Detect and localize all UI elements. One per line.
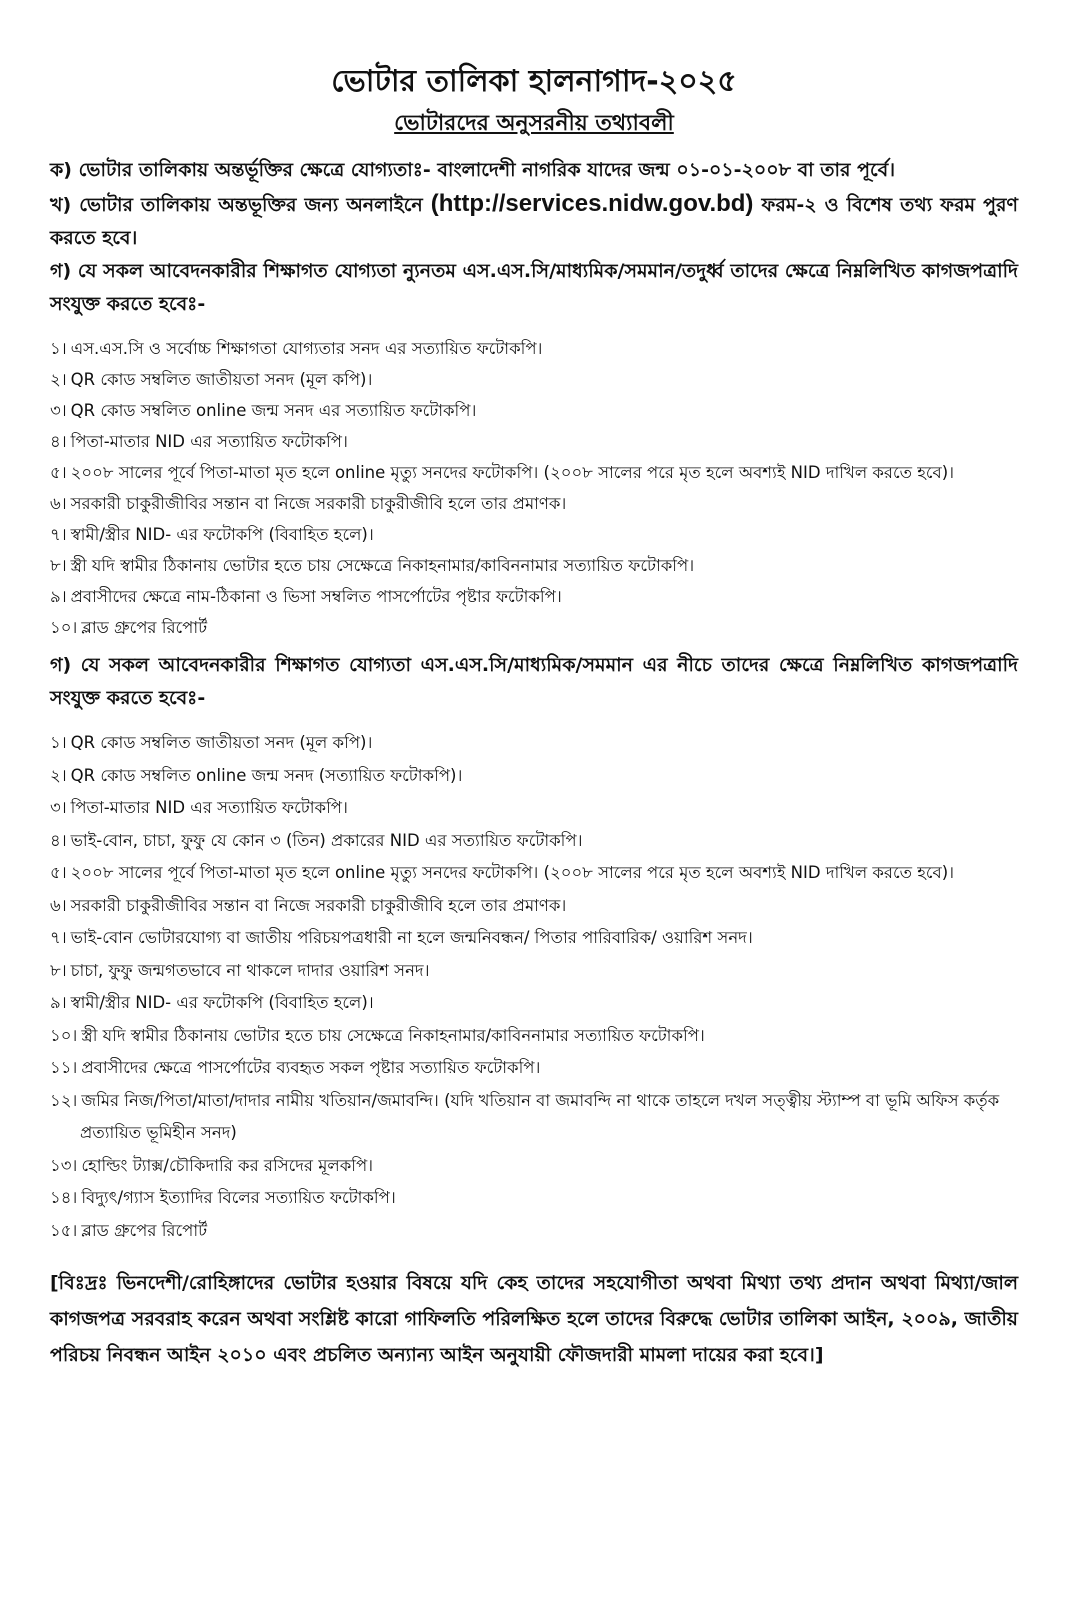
list-item-number: ৭। [50,928,67,947]
page-title: ভোটার তালিকা হালনাগাদ-২০২৫ [331,64,737,99]
list-item [50,987,1018,1020]
page-subtitle: ভোটারদের অনুসরনীয় তথ্যাবলী [394,111,674,136]
list-item-number: ৩। [50,798,67,817]
list-item-text: চাচা, ফুফু জন্মগতভাবে না থাকলে দাদার ওয়ারিশ সনদ। [70,960,430,980]
list-item-number: ৯। [50,587,67,606]
section-ka: ক) ভোটার তালিকায় অন্তর্ভূক্তির ক্ষেত্রে যোগ্যতাঃ- বাংলাদেশী নাগরিক যাদের জন্ম ০১-০১-২০০৮ বা তার পূর্বে। [50,159,895,181]
list-item [50,955,1018,988]
list-item [50,1052,1018,1085]
list-item-number: ১১। [50,1058,78,1077]
list-item-text: ২০০৮ সালের পূর্বে পিতা-মাতা মৃত হলে online মৃত্যু সনদের ফটোকপি। (২০০৮ সালের পরে মৃত হলে অবশ্যই NID দাখিল করতে হবে)। [70,463,955,482]
list-item-number: ২। [50,765,67,785]
list-item-number: ১। [50,733,67,752]
list-item-number: ৫। [50,863,67,882]
list-item-text: সরকারী চাকুরীজীবির সন্তান বা নিজে সরকারী চাকুরীজীবি হলে তার প্রমাণক। [70,895,567,915]
list-item [50,612,1018,643]
list-item-text: স্বামী/স্ত্রীর NID- এর ফটোকপি (বিবাহিত হলে)। [70,525,374,544]
list-item-number: ১২। [50,1090,78,1110]
list-item-number: ৮। [50,960,67,980]
list-item-number: ৬। [50,494,67,513]
section-kha-text: খ) ভোটার তালিকায় অন্তভূক্তির জন্য অনলাইনে [50,194,431,216]
list-item-text: QR কোড সম্বলিত জাতীয়তা সনদ (মূল কপি)। [70,733,373,752]
list-item-text: ২০০৮ সালের পূর্বে পিতা-মাতা মৃত হলে online মৃত্যু সনদের ফটোকপি। (২০০৮ সালের পরে মৃত হলে অবশ্যই NID দাখিল করতে হবে)। [70,863,955,882]
list-item-text: পিতা-মাতার NID এর সত্যায়িত ফটোকপি। [70,798,348,817]
list-item-number: ১০। [50,618,78,637]
documents-list-ssc-above [50,333,1018,643]
list-item-text: এস.এস.সি ও সর্বোচ্চ শিক্ষাগতা যোগ্যতার সনদ এর সত্যায়িত ফটোকপি। [70,339,543,358]
list-item [50,1020,1018,1053]
warning-note: [বিঃদ্রঃ ভিনদেশী/রোহিঙ্গাদের ভোটার হওয়ার বিষয়ে যদি কেহ তাদের সহযোগীতা অথবা মিথ্যা তথ্য প্রদান অথবা মিথ্যা/জাল কাগজপত্র সরবরাহ করেন অথবা সংশ্লিষ্ট কারো গাফিলতি পরিলক্ষিত হলে তাদের বিরুদ্ধে ভোটার তালিকা আইন, ২০০৯, জাতীয় পরিচয় নিবন্ধন আইন ২০১০ এবং প্রচলিত অন্যান্য আইন অনুযায়ী ফৌজদারী মামলা দায়ের করা হবে।] [50,1272,1018,1366]
list-item-text: ব্লাড গ্রুপের রিপোর্ট [81,618,208,637]
list-item-text: ব্লাড গ্রুপের রিপোর্ট [81,1220,208,1240]
section-ga-ssc-above: গ) যে সকল আবেদনকারীর শিক্ষাগত যোগ্যতা ন্যুনতম এস.এস.সি/মাধ্যমিক/সমমান/তদুর্ধ্ব তাদের ক্ষেত্রে নিম্নলিখিত কাগজপত্রাদি সংযুক্ত করতে হবেঃ- [50,260,1018,315]
list-item-text: QR কোড সম্বলিত online জন্ম সনদ (সত্যায়িত ফটোকপি)। [70,765,463,785]
section-ga-below-ssc: গ) যে সকল আবেদনকারীর শিক্ষাগত যোগ্যতা এস.এস.সি/মাধ্যমিক/সমমান এর নীচে তাদের ক্ষেত্রে নিম্নলিখিত কাগজপত্রাদি সংযুক্ত করতে হবেঃ- [50,654,1018,709]
list-item-number: ৫। [50,463,67,482]
list-item-text: প্রবাসীদের ক্ষেত্রে নাম-ঠিকানা ও ভিসা সম্বলিত পাসর্পোটের পৃষ্টার ফটোকপি। [70,587,562,606]
list-item [50,550,1018,581]
list-item-text: QR কোড সম্বলিত জাতীয়তা সনদ (মূল কপি)। [70,370,373,389]
list-item [50,760,1018,793]
list-item [50,519,1018,550]
list-item-number: ১০। [50,1025,78,1045]
list-item [50,364,1018,395]
nid-service-link[interactable]: (http://services.nidw.gov.bd) [430,190,754,217]
list-item-text: স্ত্রী যদি স্বামীর ঠিকানায় ভোটার হতে চায় সেক্ষেত্রে নিকাহনামার/কাবিননামার সত্যায়িত ফটোকপি। [70,556,695,575]
list-item [50,792,1018,825]
list-item [50,922,1018,955]
list-item-number: ১৩। [50,1155,78,1175]
list-item-text: হোল্ডিং ট্যাক্স/চৌকিদারি কর রসিদের মূলকপি। [81,1155,374,1175]
list-item-text: স্ত্রী যদি স্বামীর ঠিকানায় ভোটার হতে চায় সেক্ষেত্রে নিকাহনামার/কাবিননামার সত্যায়িত ফটোকপি। [81,1025,705,1045]
list-item-text: সরকারী চাকুরীজীবির সন্তান বা নিজে সরকারী চাকুরীজীবি হলে তার প্রমাণক। [70,494,567,513]
list-item-text: প্রবাসীদের ক্ষেত্রে পাসর্পোটের ব্যবহৃত সকল পৃষ্টার সত্যায়িত ফটোকপি। [81,1058,541,1077]
list-item-text: পিতা-মাতার NID এর সত্যায়িত ফটোকপি। [70,432,348,451]
list-item-number: ৭। [50,525,67,544]
list-item [50,1150,1018,1183]
section-kha [50,187,1018,255]
list-item-number: ১৪। [50,1188,78,1207]
list-item-text: স্বামী/স্ত্রীর NID- এর ফটোকপি (বিবাহিত হলে)। [70,993,374,1012]
list-item-text: বিদ্যুৎ/গ্যাস ইত্যাদির বিলের সত্যায়িত ফটোকপি। [81,1188,396,1207]
list-item-number: ১৫। [50,1220,78,1240]
list-item-number: ৩। [50,401,67,420]
list-item [50,581,1018,612]
list-item-text: QR কোড সম্বলিত online জন্ম সনদ এর সত্যায়িত ফটোকপি। [70,401,477,420]
list-item [50,857,1018,890]
list-item-text: ভাই-বোন ভোটারযোগ্য বা জাতীয় পরিচয়পত্রধারী না হলে জন্মনিবন্ধন/ পিতার পারিবারিক/ ওয়ারিশ সনদ। [70,928,753,947]
list-item [50,333,1018,364]
list-item [50,890,1018,923]
list-item-number: ৪। [50,432,67,451]
list-item-number: ৬। [50,895,67,915]
documents-list-below-ssc [50,727,1018,1247]
list-item [50,1215,1018,1248]
list-item [50,395,1018,426]
list-item-number: ২। [50,370,67,389]
list-item [50,426,1018,457]
list-item-text: জমির নিজ/পিতা/মাতা/দাদার নামীয় খতিয়ান/জমাবন্দি। (যদি খতিয়ান বা জমাবন্দি না থাকে তাহলে দখল সত্ত্বীয় স্ট্যাম্প বা ভূমি অফিস কর্তৃক প্রত্যায়িত ভূমিহীন সনদ) [80,1090,1000,1142]
list-item-number: ৮। [50,556,67,575]
list-item [50,1085,1018,1150]
list-item-number: ১। [50,339,67,358]
list-item-number: ৯। [50,993,67,1012]
list-item [50,457,1018,488]
section-kha-text-end: ফরম-২ ও বিশেষ তথ্য ফরম পুরণ করতে হবে। [50,194,1018,249]
list-item [50,1182,1018,1215]
list-item [50,727,1018,760]
list-item-text: ভাই-বোন, চাচা, ফুফু যে কোন ৩ (তিন) প্রকারের NID এর সত্যায়িত ফটোকপি। [70,830,583,850]
list-item-number: ৪। [50,830,67,850]
list-item [50,825,1018,858]
list-item [50,488,1018,519]
